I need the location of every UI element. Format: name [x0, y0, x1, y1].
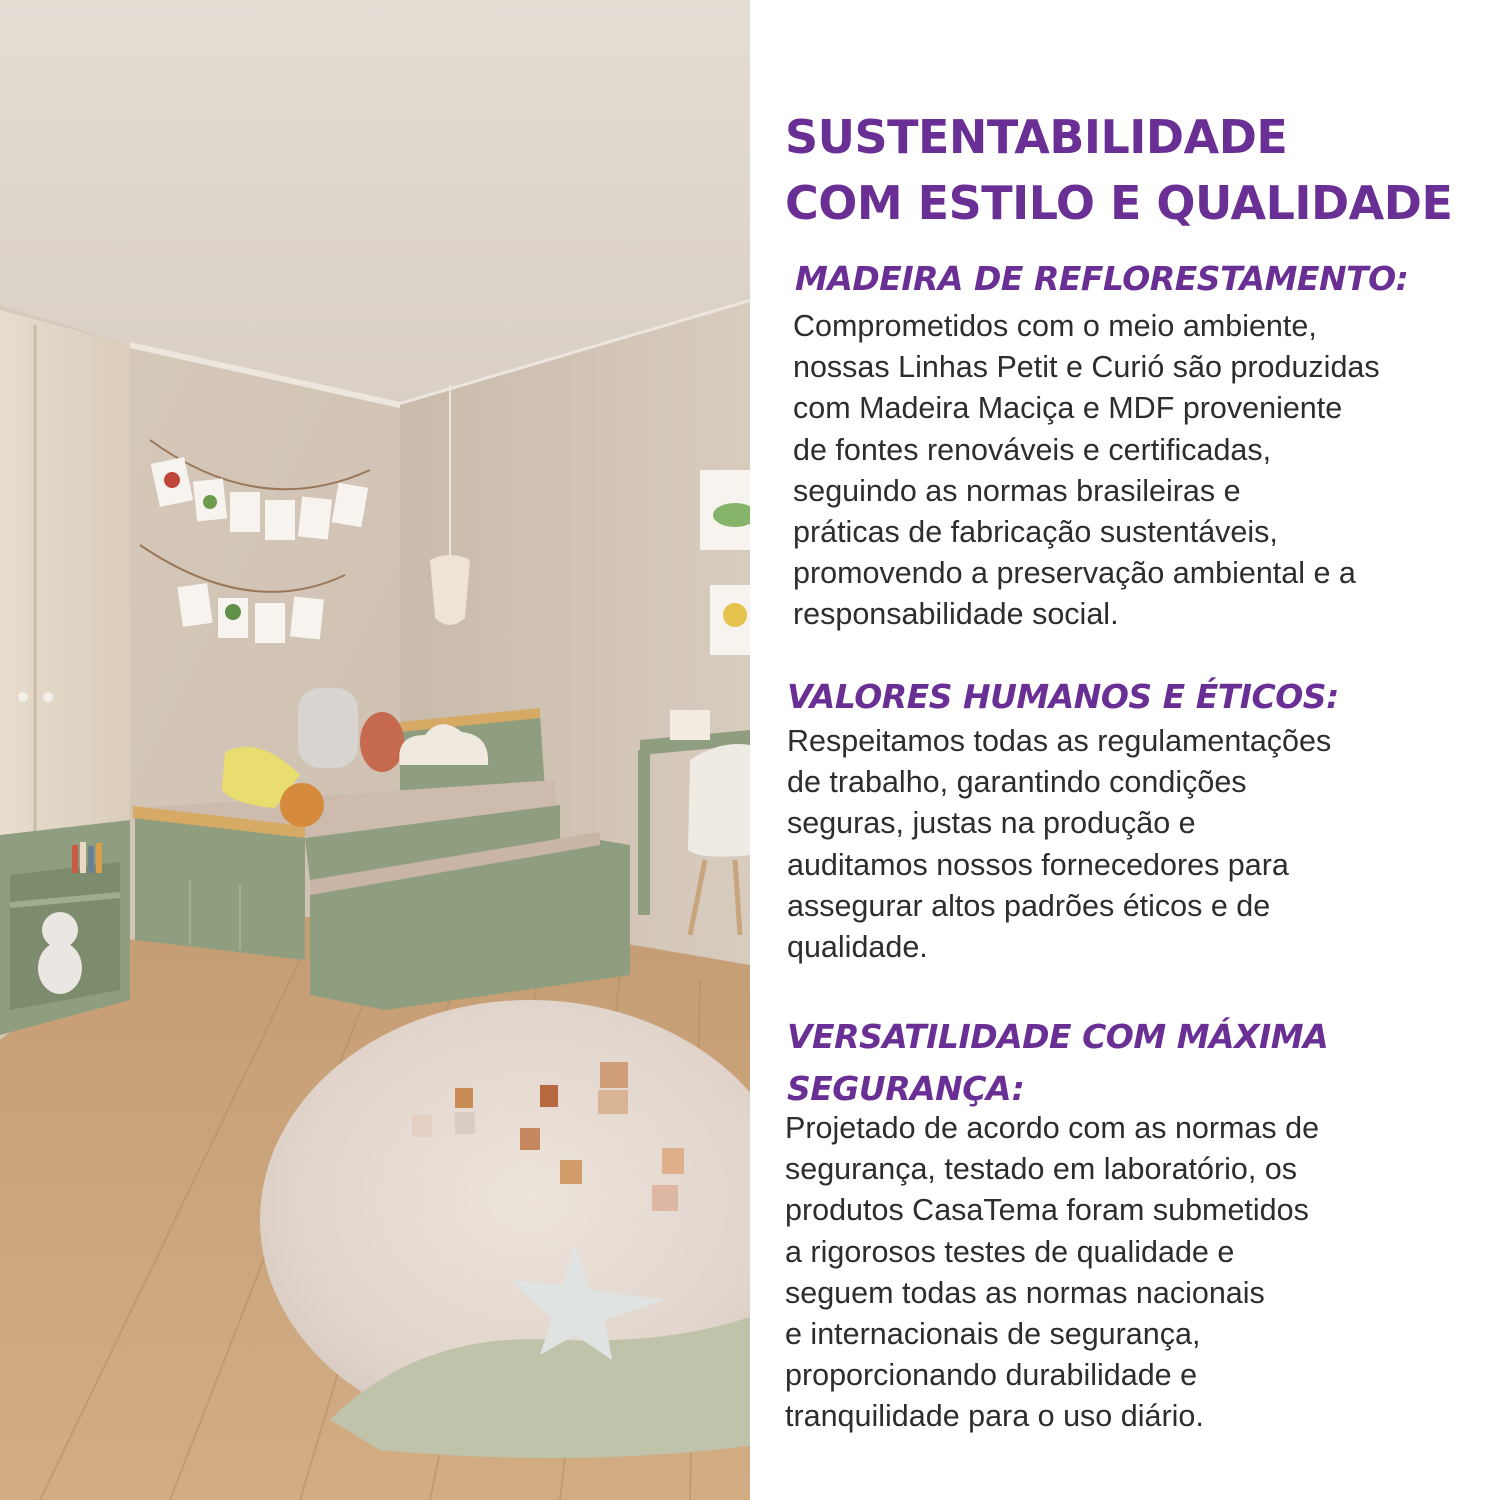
body-line: seguem todas as normas nacionais — [785, 1275, 1265, 1310]
wardrobe — [0, 310, 130, 845]
heading-line: VERSATILIDADE COM MÁXIMA — [787, 1017, 1329, 1056]
title-line: COM ESTILO E QUALIDADE — [785, 176, 1453, 230]
body-line: de fontes renováveis e certificadas, — [793, 432, 1272, 467]
body-line: com Madeira Maciça e MDF proveniente — [793, 391, 1343, 426]
section-heading-safety — [787, 1011, 1328, 1115]
body-line: produtos CasaTema foram submetidos — [785, 1193, 1309, 1228]
section-body-values — [787, 721, 1331, 968]
body-line: responsabilidade social. — [793, 597, 1119, 632]
body-line: de trabalho, garantindo condições — [787, 765, 1247, 800]
section-body-safety — [785, 1108, 1319, 1438]
title-line: SUSTENTABILIDADE — [785, 110, 1288, 164]
body-line: práticas de fabricação sustentáveis, — [793, 515, 1278, 550]
body-line: promovendo a preservação ambiental e a — [793, 556, 1356, 591]
body-line: qualidade. — [787, 930, 928, 965]
section-body-reforestation — [793, 306, 1380, 636]
body-line: e internacionais de segurança, — [785, 1317, 1201, 1352]
info-panel — [750, 0, 1500, 1500]
heading-line: MADEIRA DE REFLORESTAMENTO: — [795, 259, 1409, 298]
body-line: Projetado de acordo com as normas de — [785, 1111, 1320, 1145]
body-line: Comprometidos com o meio ambiente, — [793, 309, 1317, 343]
body-line: auditamos nossos fornecedores para — [787, 847, 1289, 882]
green-shelf — [0, 820, 130, 1035]
section-heading-values — [787, 672, 1339, 722]
body-line: seguras, justas na produção e — [787, 806, 1196, 841]
body-line: tranquilidade para o uso diário. — [785, 1399, 1204, 1434]
page-title — [785, 104, 1452, 236]
body-line: assegurar altos padrões éticos e de — [787, 888, 1271, 923]
body-line: proporcionando durabilidade e — [785, 1358, 1198, 1393]
teddy-bear — [38, 912, 82, 994]
body-line: seguindo as normas brasileiras e — [793, 473, 1241, 508]
body-line: segurança, testado em laboratório, os — [785, 1152, 1298, 1187]
heading-line: VALORES HUMANOS E ÉTICOS: — [787, 677, 1339, 716]
section-heading-reforestation — [795, 254, 1408, 304]
body-line: nossas Linhas Petit e Curió são produzidas — [793, 350, 1380, 385]
body-line: Respeitamos todas as regulamentações — [787, 724, 1332, 758]
heading-line: SEGURANÇA: — [787, 1069, 1025, 1108]
body-line: a rigorosos testes de qualidade e — [785, 1234, 1235, 1269]
